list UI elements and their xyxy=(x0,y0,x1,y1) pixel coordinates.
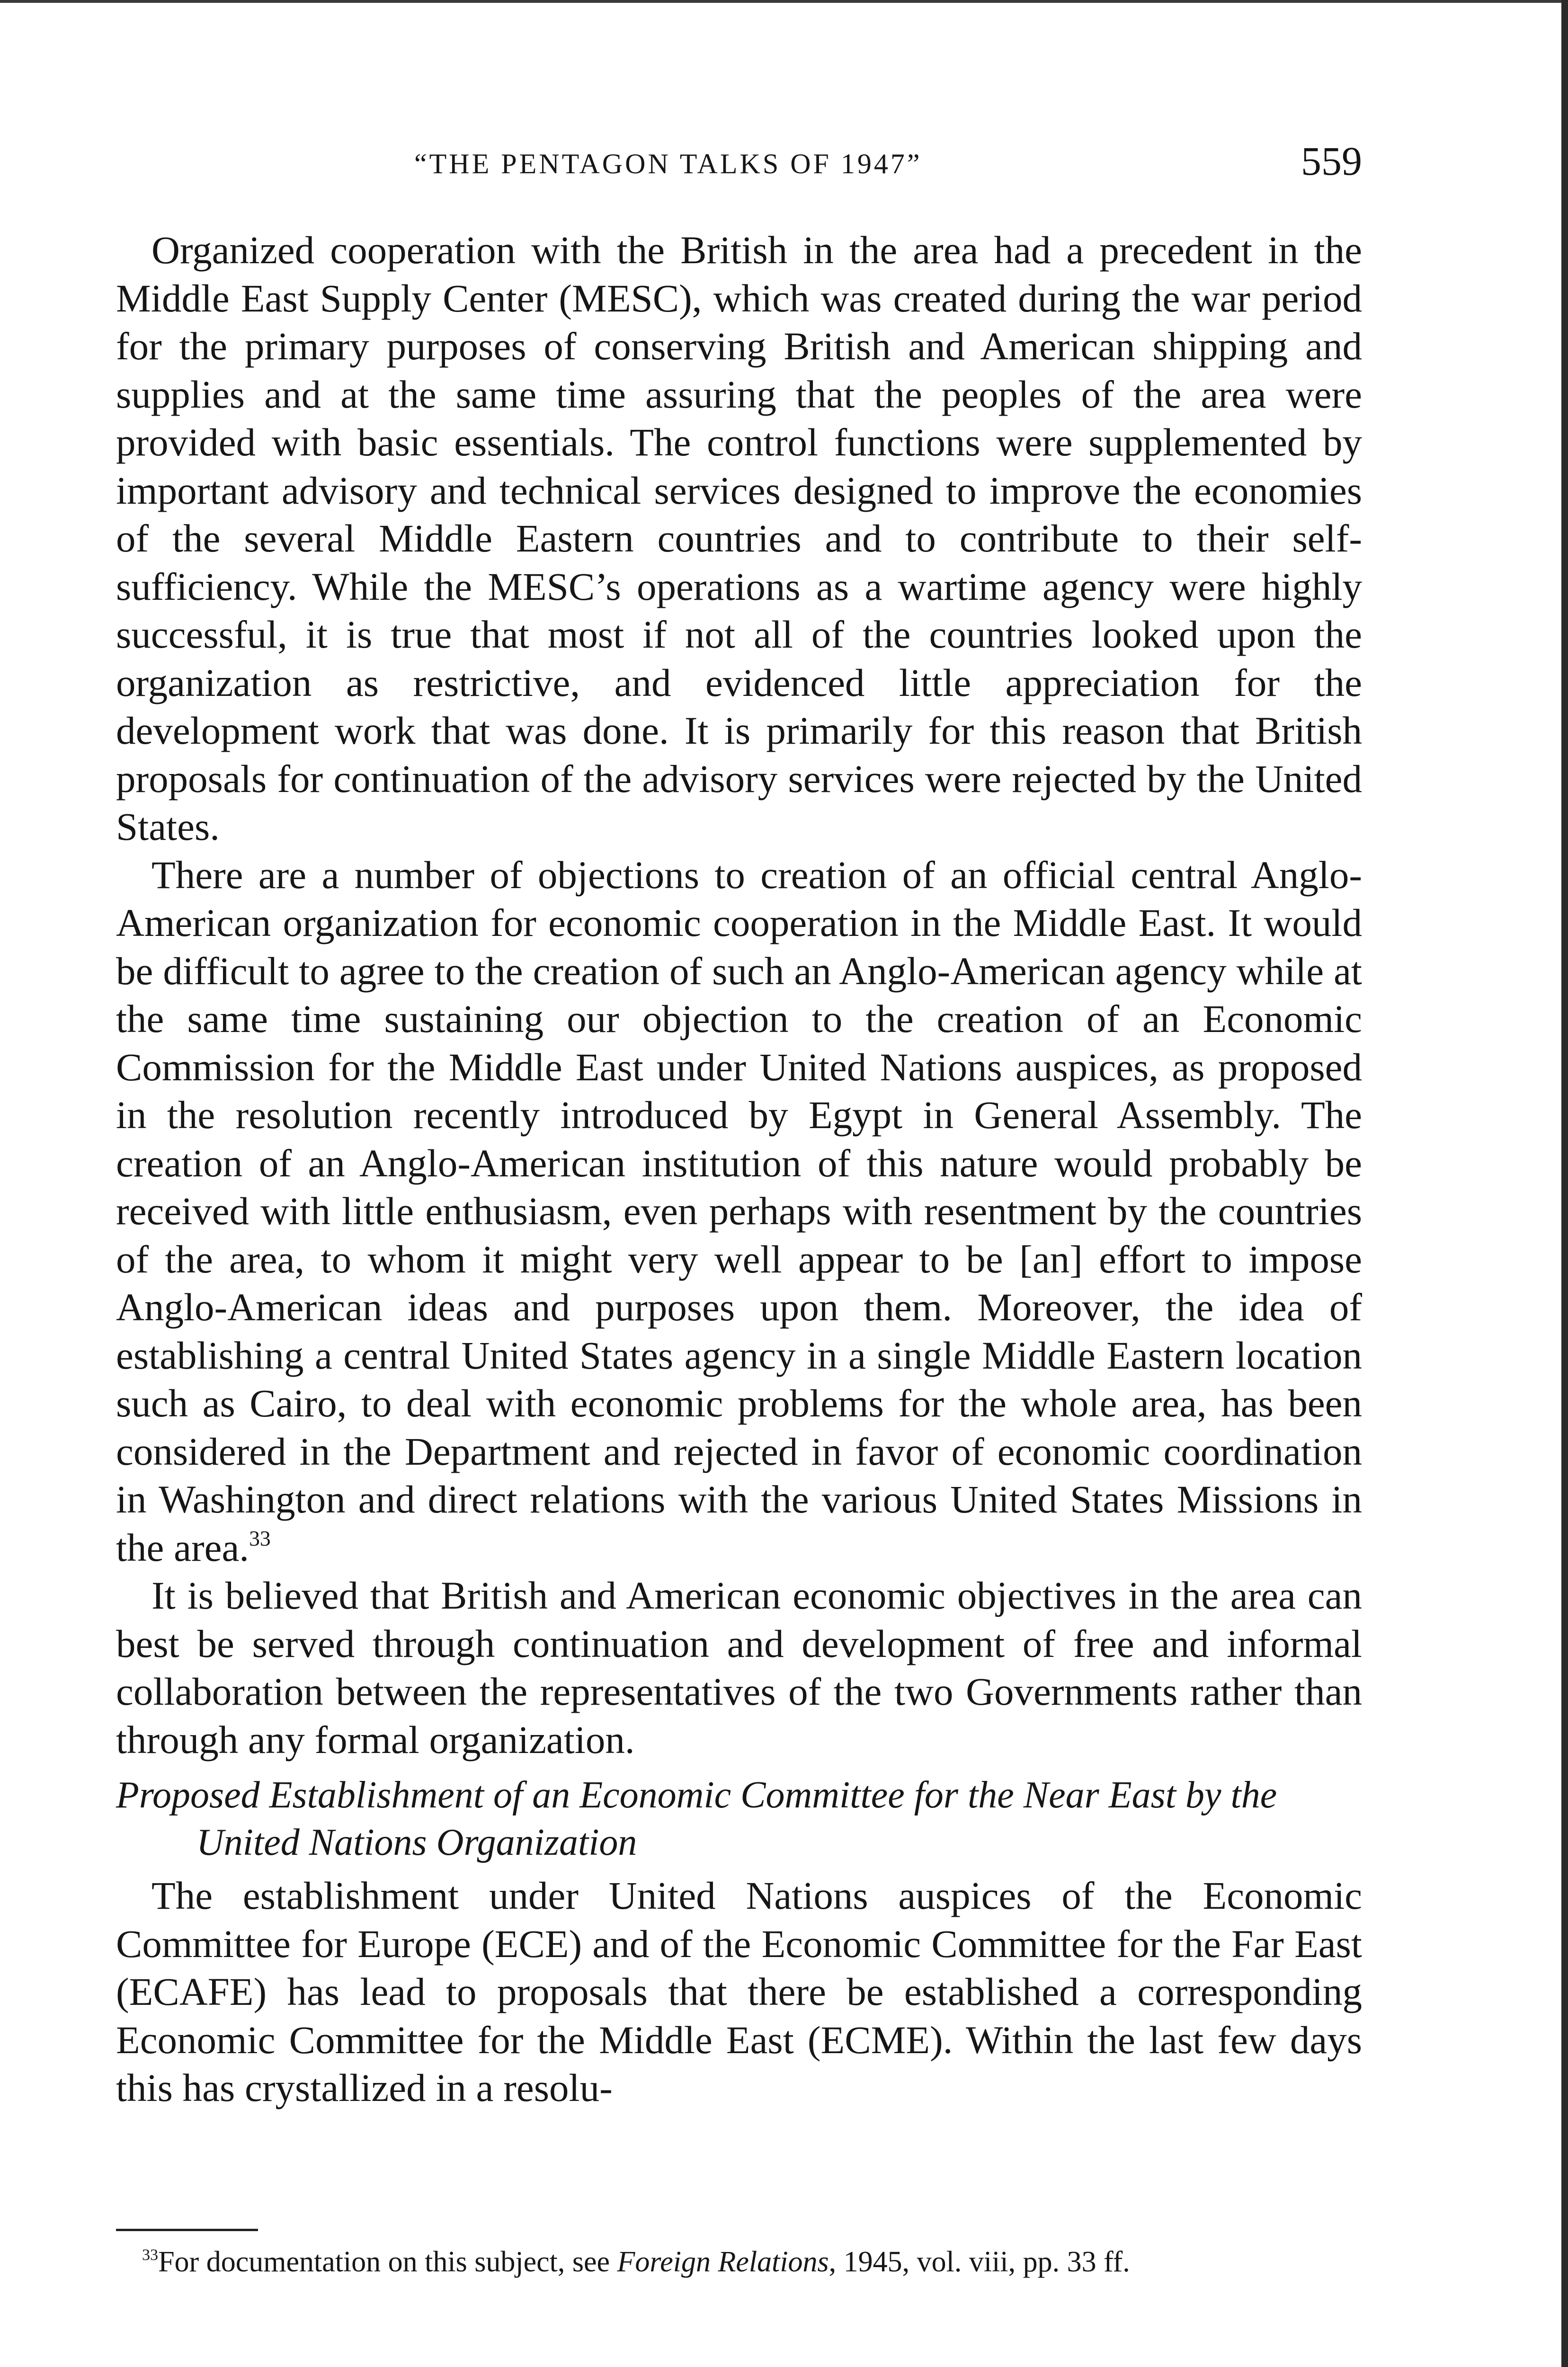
page-right-edge xyxy=(1561,0,1568,2367)
paragraph-ecme-establishment: The establishment under United Nations auspices of the Economic Committee for Europe (ECE) and of the Economic Committee for the Far East (ECAFE) has lead to proposals that there be established a corresponding Economic Committee for the Middle East (ECME). Within the last few days this has crystallized in a resolu- xyxy=(116,1874,1362,2109)
page-number: 559 xyxy=(1301,138,1362,184)
paragraph-mesc-precedent: Organized cooperation with the British in the area had a precedent in the Middle East Supply Center (MESC), which was created during the war period for the primary purposes of conserving British and American shipping and supplies and at the same time assuring that the peoples of the area were provided with basic essentials. The control functions were supplemented by important advisory and technical services designed to improve the economies of the several Middle Eastern countries and to contribute to their self-sufficiency. While the MESC’s operations as a wartime agency were highly successful, it is true that most if not all of the countries looked upon the organization as restrictive, and evidenced little appreciation for the development work that was done. It is primarily for this reason that British proposals for continuation of the advisory services were rejected by the United States. xyxy=(116,228,1362,848)
top-edge-rule xyxy=(0,0,1568,3)
body-text xyxy=(116,226,1362,2112)
section-heading: Proposed Establishment of an Economic Committee for the Near East by the United Nations Organization xyxy=(116,1774,1277,1863)
paragraph-objections xyxy=(116,851,1362,1572)
running-header xyxy=(116,137,1362,189)
footnote-text-after: , 1945, vol. viii, pp. 33 ff. xyxy=(829,2246,1130,2278)
paragraph-informal-collaboration: It is believed that British and American economic objectives in the area can best be served through continuation and development of free and informal collaboration between the representatives of the two Governments rather than through any formal organization. xyxy=(116,1574,1362,1762)
footnote-text-before: For documentation on this subject, see xyxy=(158,2246,617,2278)
footnote xyxy=(116,2246,1362,2278)
footnote-divider xyxy=(116,2229,258,2231)
footnote-source-title: Foreign Relations xyxy=(617,2246,829,2278)
running-title: “THE PENTAGON TALKS OF 1947” xyxy=(414,148,922,179)
footnote-reference[interactable]: 33 xyxy=(249,1526,271,1550)
paragraph-objections-text: There are a number of objections to creation of an official central Anglo-American organization for economic cooperation in the Middle East. It would be difficult to agree to the creation of such an Anglo-American agency while at the same time sustaining our objection to the creation of an Economic Commission for the Middle East under United Nations auspices, as proposed in the resolution recently introduced by Egypt in General Assembly. The creation of an Anglo-American institution of this nature would probably be received with little enthusiasm, even perhaps with resentment by the countries of the area, to whom it might very well appear to be [an] effort to impose Anglo-American ideas and purposes upon them. Moreover, the idea of establishing a central United States agency in a single Middle Eastern location such as Cairo, to deal with economic problems for the whole area, has been considered in the Department and rejected in favor of economic coordination in Washington and direct relations with the various United States Missions in the area. xyxy=(116,853,1362,1569)
footnote-marker: 33 xyxy=(142,2246,159,2264)
